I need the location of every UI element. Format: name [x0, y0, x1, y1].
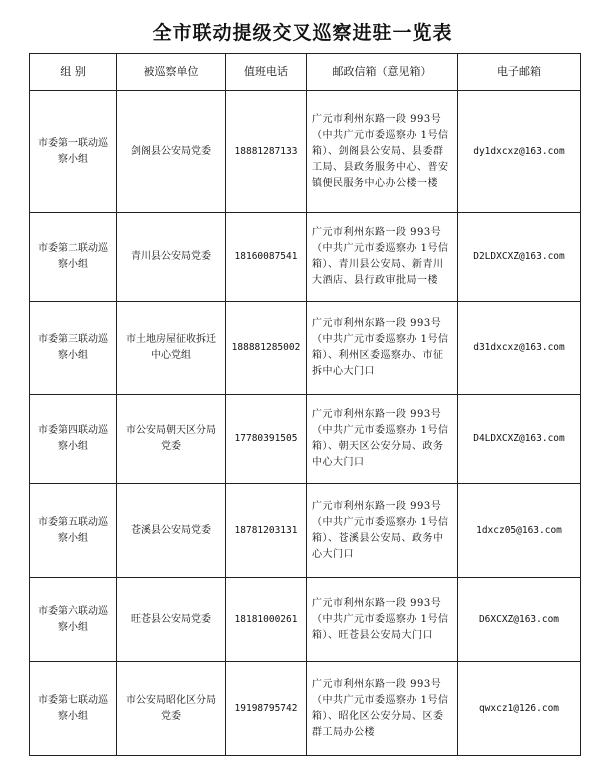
- table-header-row: [30, 54, 581, 91]
- group-cell: 市委第三联动巡察小组: [30, 302, 117, 395]
- table-row: [30, 91, 581, 213]
- email-cell: D4LDXCXZ@163.com: [458, 395, 581, 484]
- header-unit: 被巡察单位: [117, 54, 226, 91]
- phone-cell: 18881287133: [226, 91, 307, 213]
- group-cell: 市委第二联动巡察小组: [30, 213, 117, 302]
- unit-cell: 剑阁县公安局党委: [117, 91, 226, 213]
- inspection-table: [29, 53, 581, 756]
- address-cell: 广元市利州东路一段 993号（中共广元市委巡察办 1号信箱）、朝天区公安分局、政务中心大门口: [307, 395, 458, 484]
- email-cell: 1dxcz05@163.com: [458, 484, 581, 578]
- phone-cell: 188881285002: [226, 302, 307, 395]
- group-cell: 市委第四联动巡察小组: [30, 395, 117, 484]
- unit-cell: 市公安局昭化区分局党委: [117, 662, 226, 756]
- unit-cell: 青川县公安局党委: [117, 213, 226, 302]
- phone-cell: 18160087541: [226, 213, 307, 302]
- unit-cell: 市土地房屋征收拆迁中心党组: [117, 302, 226, 395]
- address-cell: 广元市利州东路一段 993号（中共广元市委巡察办 1号信箱）、苍溪县公安局、政务中心大门口: [307, 484, 458, 578]
- group-cell: 市委第五联动巡察小组: [30, 484, 117, 578]
- email-cell: D6XCXZ@163.com: [458, 578, 581, 662]
- table-row: [30, 662, 581, 756]
- address-cell: 广元市利州东路一段 993号（中共广元市委巡察办 1号信箱）、旺苍县公安局大门口: [307, 578, 458, 662]
- email-cell: dy1dxcxz@163.com: [458, 91, 581, 213]
- header-group: 组 别: [30, 54, 117, 91]
- unit-cell: 旺苍县公安局党委: [117, 578, 226, 662]
- unit-cell: 苍溪县公安局党委: [117, 484, 226, 578]
- group-cell: 市委第六联动巡察小组: [30, 578, 117, 662]
- table-row: [30, 484, 581, 578]
- header-address: 邮政信箱（意见箱）: [307, 54, 458, 91]
- unit-cell: 市公安局朝天区分局党委: [117, 395, 226, 484]
- table-row: [30, 395, 581, 484]
- page-title: 全市联动提级交叉巡察进驻一览表: [152, 22, 453, 44]
- phone-cell: 18181000261: [226, 578, 307, 662]
- table-row: [30, 578, 581, 662]
- address-cell: 广元市利州东路一段 993号（中共广元市委巡察办 1号信箱）、剑阁县公安局、县委群工局、县政务服务中心、普安镇便民服务中心办公楼一楼: [307, 91, 458, 213]
- address-cell: 广元市利州东路一段 993号（中共广元市委巡察办 1号信箱）、昭化区公安分局、区委群工局办公楼: [307, 662, 458, 756]
- table-row: [30, 302, 581, 395]
- group-cell: 市委第七联动巡察小组: [30, 662, 117, 756]
- header-phone: 值班电话: [226, 54, 307, 91]
- group-cell: 市委第一联动巡察小组: [30, 91, 117, 213]
- address-cell: 广元市利州东路一段 993号（中共广元市委巡察办 1号信箱）、青川县公安局、新青川大酒店、县行政审批局一楼: [307, 213, 458, 302]
- address-cell: 广元市利州东路一段 993号（中共广元市委巡察办 1号信箱）、利州区委巡察办、市征拆中心大门口: [307, 302, 458, 395]
- email-cell: d31dxcxz@163.com: [458, 302, 581, 395]
- table-row: [30, 213, 581, 302]
- email-cell: D2LDXCXZ@163.com: [458, 213, 581, 302]
- header-email: 电子邮箱: [458, 54, 581, 91]
- phone-cell: 17780391505: [226, 395, 307, 484]
- email-cell: qwxcz1@126.com: [458, 662, 581, 756]
- phone-cell: 18781203131: [226, 484, 307, 578]
- phone-cell: 19198795742: [226, 662, 307, 756]
